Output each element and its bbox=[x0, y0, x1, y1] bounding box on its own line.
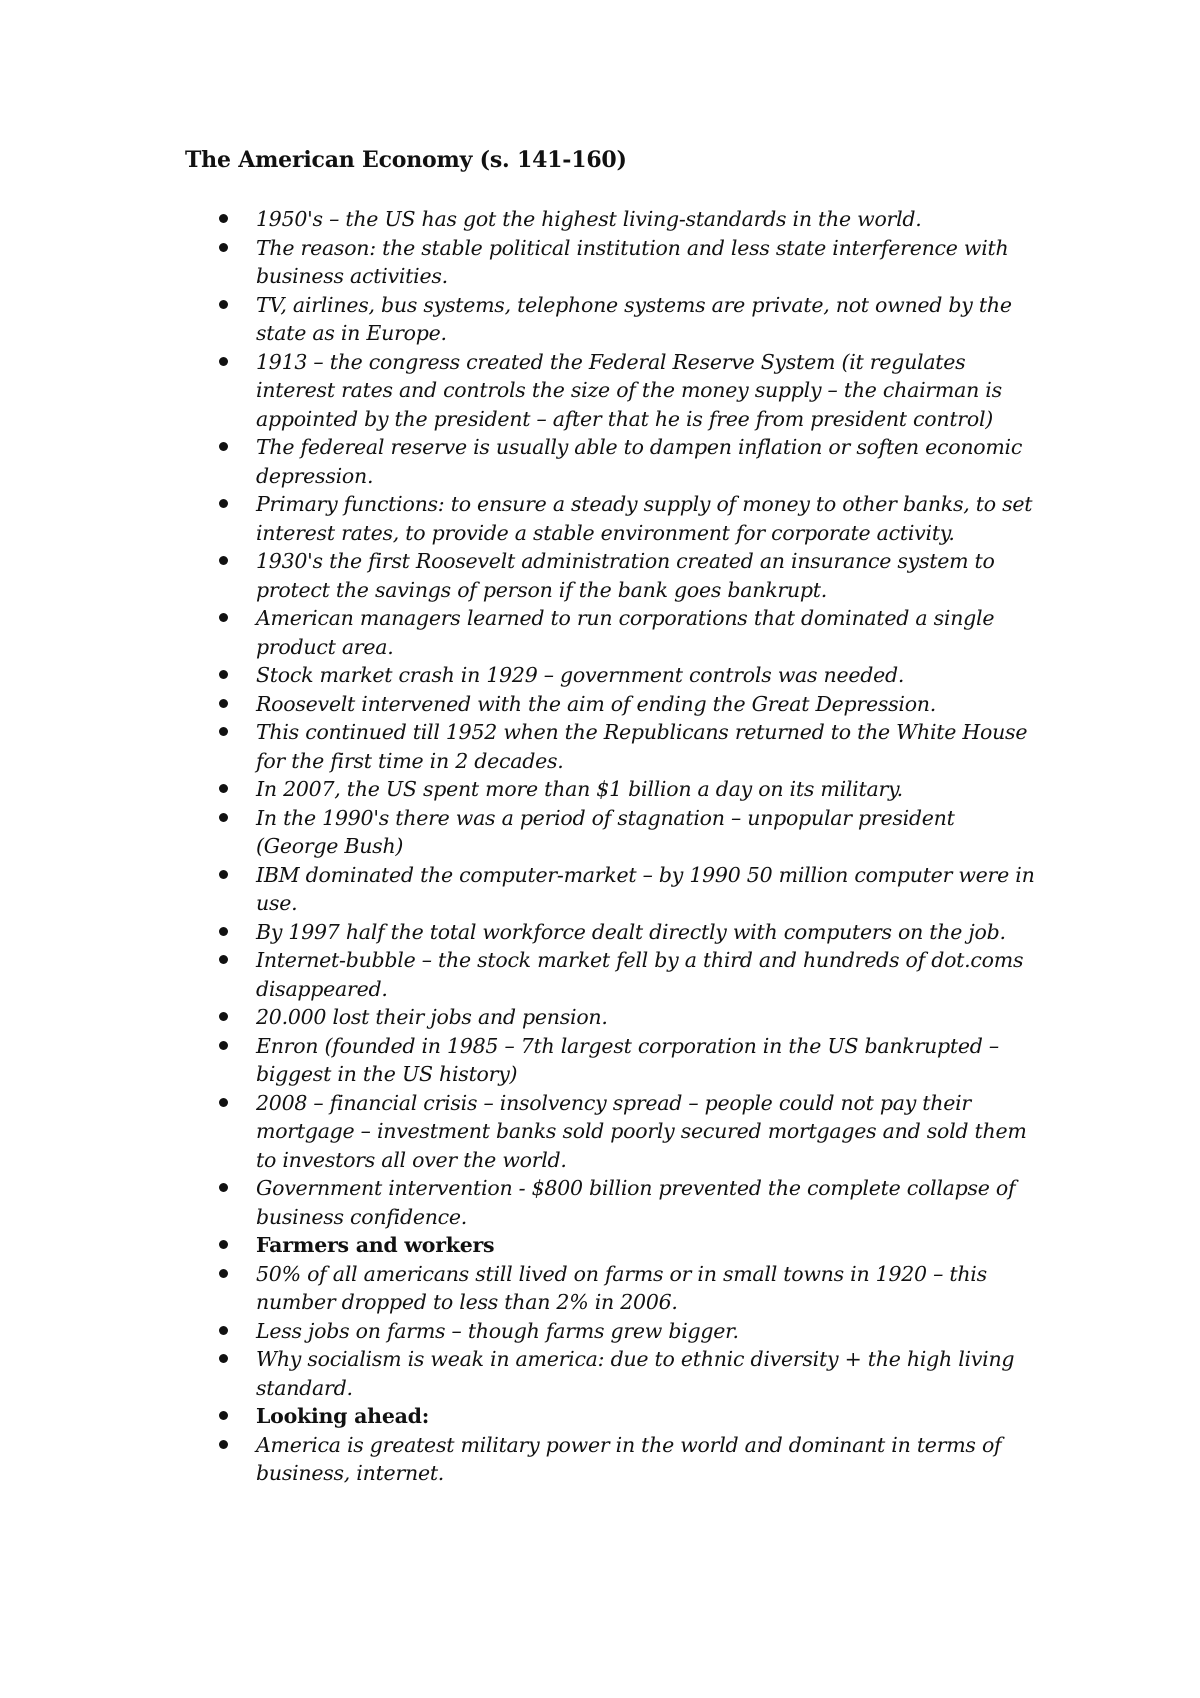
bullet-icon bbox=[219, 1269, 228, 1278]
bullet-text: In the 1990's there was a period of stagnation – unpopular president (George Bush) bbox=[256, 805, 955, 858]
bullet-text: Roosevelt intervened with the aim of ending the Great Depression. bbox=[256, 691, 936, 716]
bullet-icon bbox=[219, 927, 228, 936]
list-item bbox=[0, 690, 1200, 719]
bullet-text: 50% of all americans still lived on farms or in small towns in 1920 – this number dropped to less than 2% in 2006. bbox=[256, 1261, 987, 1314]
bullet-text: 1950's – the US has got the highest living-standards in the world. bbox=[256, 207, 922, 231]
bullet-list bbox=[0, 205, 1200, 1488]
bullet-icon bbox=[219, 1012, 228, 1021]
list-item bbox=[0, 946, 1200, 1003]
list-item bbox=[0, 1345, 1200, 1402]
bullet-text: Government intervention - $800 billion prevented the complete collapse of business confidence. bbox=[256, 1176, 1016, 1229]
bullet-icon bbox=[219, 784, 228, 793]
section-heading-item bbox=[0, 1231, 1200, 1260]
bullet-text: 20.000 lost their jobs and pension. bbox=[256, 1005, 608, 1029]
bullet-icon bbox=[219, 357, 228, 366]
list-item bbox=[0, 234, 1200, 291]
list-item bbox=[0, 775, 1200, 804]
bullet-icon bbox=[219, 670, 228, 679]
list-item bbox=[0, 205, 1200, 234]
bullet-text: Stock market crash in 1929 – government controls was needed. bbox=[256, 663, 905, 687]
bullet-text: Farmers and workers bbox=[256, 1233, 495, 1257]
list-item bbox=[0, 433, 1200, 490]
bullet-text: 1930's the first Roosevelt administration created an insurance system to protect the savings of person if the bank goes bankrupt. bbox=[256, 549, 995, 602]
bullet-text: America is greatest military power in the world and dominant in terms of business, internet. bbox=[256, 1432, 1002, 1485]
bullet-text: Internet-bubble – the stock market fell by a third and hundreds of dot.coms disappeared. bbox=[256, 948, 1024, 1001]
bullet-text: Enron (founded in 1985 – 7th largest corporation in the US bankrupted – biggest in the US history) bbox=[256, 1033, 999, 1086]
bullet-icon bbox=[219, 1440, 228, 1449]
bullet-text: The reason: the stable political institution and less state interference with business activities. bbox=[256, 235, 1009, 288]
bullet-icon bbox=[219, 1041, 228, 1050]
bullet-text: This continued till 1952 when the Republicans returned to the White House for the first time in 2 decades. bbox=[256, 720, 1028, 773]
bullet-text: Why socialism is weak in america: due to ethnic diversity + the high living standard. bbox=[256, 1347, 1015, 1400]
bullet-text: IBM dominated the computer-market – by 1990 50 million computer were in use. bbox=[256, 862, 1035, 915]
bullet-icon bbox=[219, 1326, 228, 1335]
list-item bbox=[0, 1317, 1200, 1346]
bullet-icon bbox=[219, 1411, 228, 1420]
bullet-icon bbox=[219, 214, 228, 223]
section-heading-item bbox=[0, 1402, 1200, 1431]
list-item bbox=[0, 1174, 1200, 1231]
bullet-icon bbox=[219, 699, 228, 708]
list-item bbox=[0, 1089, 1200, 1175]
list-item bbox=[0, 547, 1200, 604]
list-item bbox=[0, 1032, 1200, 1089]
bullet-text: In 2007, the US spent more than $1 billion a day on its military. bbox=[256, 777, 903, 801]
bullet-icon bbox=[219, 1240, 228, 1249]
bullet-icon bbox=[219, 556, 228, 565]
page-title: The American Economy (s. 141-160) bbox=[185, 147, 627, 173]
bullet-icon bbox=[219, 870, 228, 879]
list-item bbox=[0, 804, 1200, 861]
bullet-text: By 1997 half the total workforce dealt directly with computers on the job. bbox=[256, 919, 1006, 944]
bullet-icon bbox=[219, 813, 228, 822]
list-item bbox=[0, 291, 1200, 348]
list-item bbox=[0, 718, 1200, 775]
list-item bbox=[0, 918, 1200, 947]
bullet-text: The federeal reserve is usually able to dampen inflation or soften economic depression. bbox=[256, 435, 1023, 488]
bullet-icon bbox=[219, 300, 228, 309]
bullet-text: 2008 – financial crisis – insolvency spread – people could not pay their mortgage – investment banks sold poorly secured mortgages and sold them to investors all over the world. bbox=[256, 1090, 1027, 1172]
list-item bbox=[0, 604, 1200, 661]
list-item bbox=[0, 348, 1200, 434]
bullet-icon bbox=[219, 499, 228, 508]
list-item bbox=[0, 490, 1200, 547]
list-item bbox=[0, 661, 1200, 690]
bullet-text: 1913 – the congress created the Federal Reserve System (it regulates interest rates and controls the size of the money supply – the chairman is appointed by the president – after that he is free from president control) bbox=[256, 349, 1002, 431]
list-item bbox=[0, 1431, 1200, 1488]
bullet-text: TV, airlines, bus systems, telephone systems are private, not owned by the state as in Europe. bbox=[256, 292, 1012, 345]
list-item bbox=[0, 861, 1200, 918]
bullet-icon bbox=[219, 1354, 228, 1363]
bullet-icon bbox=[219, 442, 228, 451]
list-item bbox=[0, 1003, 1200, 1032]
bullet-icon bbox=[219, 1183, 228, 1192]
bullet-text: American managers learned to run corporations that dominated a single product area. bbox=[256, 606, 995, 659]
bullet-icon bbox=[219, 727, 228, 736]
bullet-text: Less jobs on farms – though farms grew bigger. bbox=[256, 1318, 739, 1343]
bullet-icon bbox=[219, 613, 228, 622]
bullet-text: Primary functions: to ensure a steady supply of money to other banks, to set interest rates, to provide a stable environment for corporate activity. bbox=[256, 492, 1033, 545]
bullet-icon bbox=[219, 955, 228, 964]
bullet-text: Looking ahead: bbox=[256, 1404, 430, 1428]
bullet-icon bbox=[219, 1098, 228, 1107]
bullet-icon bbox=[219, 243, 228, 252]
list-item bbox=[0, 1260, 1200, 1317]
